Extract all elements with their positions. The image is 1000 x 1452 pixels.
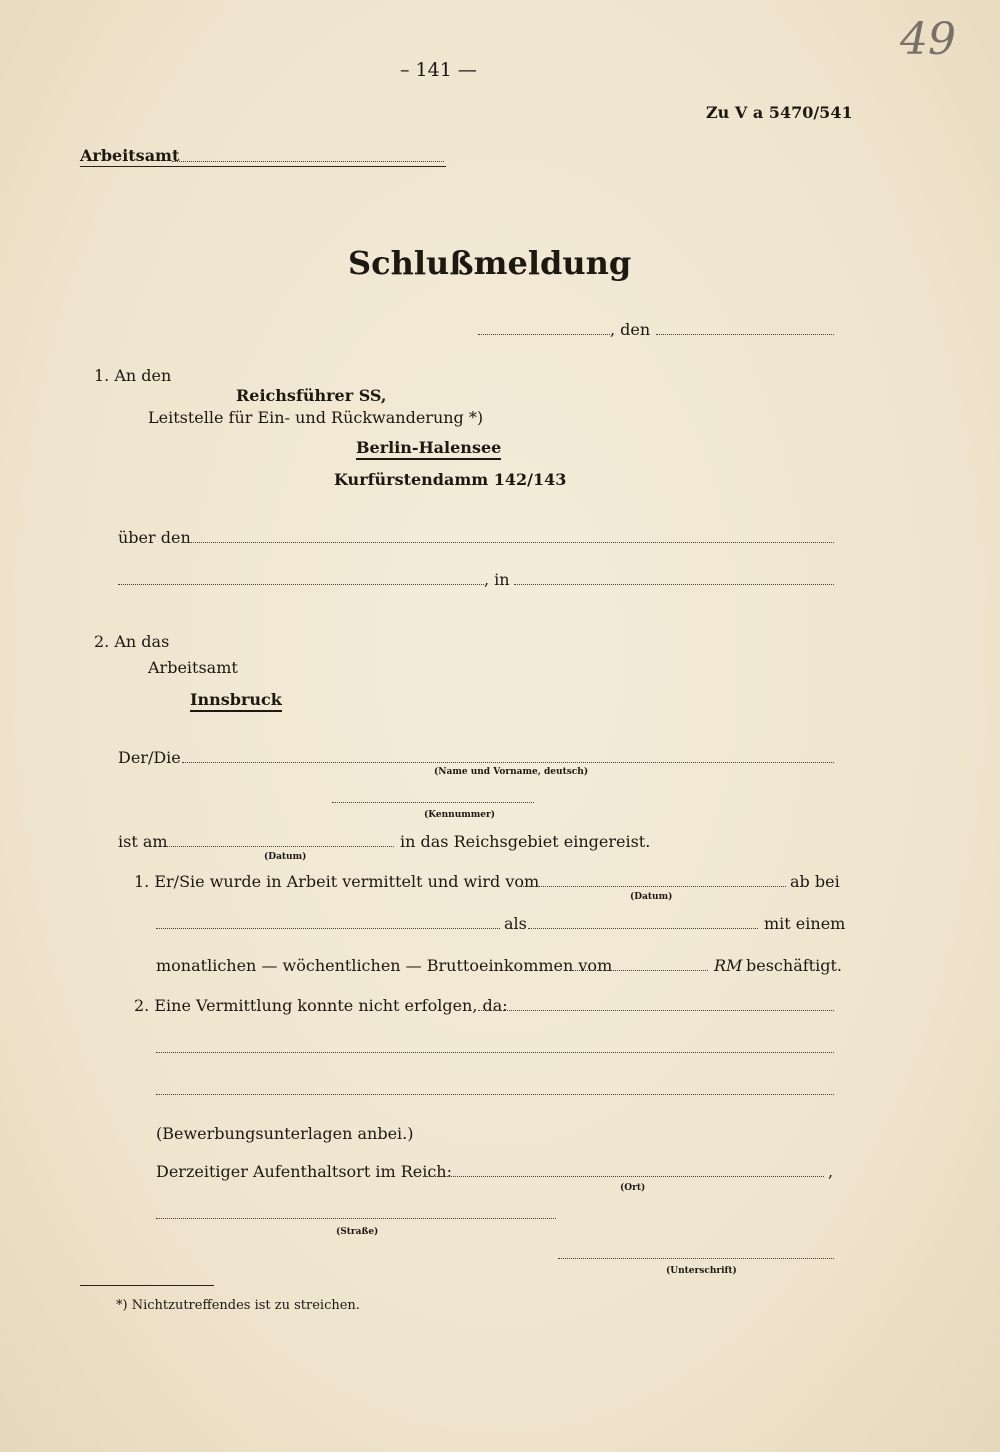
date-separator: , den: [610, 320, 651, 339]
handwritten-folio: 49: [900, 14, 956, 65]
recipient-2-number: 2. An das: [94, 632, 170, 651]
start-date-caption: (Datum): [630, 892, 673, 902]
id-field[interactable]: [332, 802, 534, 803]
attachments-note: (Bewerbungsunterlagen anbei.): [156, 1124, 414, 1143]
recipient-1-street: Kurfürstendamm 142/143: [334, 470, 567, 489]
recipient-2-line1: Arbeitsamt: [148, 658, 238, 677]
section-1-line2-end: mit einem: [764, 914, 846, 933]
via-label: über den: [118, 528, 191, 547]
occupation-field[interactable]: [528, 928, 758, 929]
place-field[interactable]: [478, 334, 610, 335]
reason-field-2[interactable]: [156, 1052, 834, 1053]
via-office-field[interactable]: [118, 584, 484, 585]
recipient-1-number: 1. An den: [94, 366, 172, 385]
residence-comma: ,: [828, 1162, 834, 1181]
footnote-rule: [80, 1285, 214, 1286]
name-caption: (Name und Vorname, deutsch): [434, 767, 589, 777]
office-field[interactable]: [172, 161, 444, 162]
page-number: – 141 —: [400, 59, 477, 81]
recipient-1-city: Berlin-Halensee: [356, 438, 501, 460]
recipient-1-line1: Reichsführer SS,: [236, 386, 387, 405]
residence-place-field[interactable]: [424, 1176, 824, 1177]
in-field[interactable]: [514, 584, 834, 585]
start-date-field[interactable]: [518, 886, 786, 887]
id-caption: (Kennummer): [424, 810, 496, 820]
section-2-text: 2. Eine Vermittlung konnte nicht erfolgen, da:: [134, 996, 508, 1015]
in-label: , in: [484, 570, 510, 589]
street-caption: (Straße): [336, 1227, 379, 1237]
income-field[interactable]: [566, 970, 708, 971]
reason-field-1[interactable]: [478, 1010, 834, 1011]
reason-field-3[interactable]: [156, 1094, 834, 1095]
recipient-2-city: Innsbruck: [190, 690, 282, 712]
name-field[interactable]: [182, 762, 834, 763]
residence-label: Derzeitiger Aufenthaltsort im Reich:: [156, 1162, 452, 1181]
residence-street-field[interactable]: [156, 1218, 556, 1219]
office-underline: [80, 166, 446, 167]
footnote: *) Nichtzutreffendes ist zu streichen.: [116, 1298, 360, 1313]
form-title: Schlußmeldung: [348, 244, 632, 282]
recipient-1-line2: Leitstelle für Ein- und Rückwanderung *): [148, 408, 484, 427]
entry-label: ist am: [118, 832, 168, 851]
employer-field[interactable]: [156, 928, 500, 929]
via-field[interactable]: [182, 542, 834, 543]
income-label: monatlichen — wöchentlichen — Bruttoeinkommen vom: [156, 956, 613, 975]
as-label: als: [504, 914, 527, 933]
section-1-line1-end: ab bei: [790, 872, 840, 891]
entry-date-caption: (Datum): [264, 852, 307, 862]
currency-label: RM: [714, 956, 743, 975]
entry-text: in das Reichsgebiet eingereist.: [400, 832, 651, 851]
reference-number: Zu V a 5470/541: [706, 103, 853, 122]
entry-date-field[interactable]: [166, 846, 394, 847]
office-label: Arbeitsamt: [80, 146, 180, 165]
person-label: Der/Die: [118, 748, 181, 767]
section-1-line3-end: beschäftigt.: [746, 956, 842, 975]
date-field[interactable]: [656, 334, 834, 335]
section-1-text: 1. Er/Sie wurde in Arbeit vermittelt und wird vom: [134, 872, 540, 891]
place-caption: (Ort): [620, 1183, 646, 1193]
signature-field[interactable]: [558, 1258, 834, 1259]
signature-caption: (Unterschrift): [666, 1266, 737, 1276]
